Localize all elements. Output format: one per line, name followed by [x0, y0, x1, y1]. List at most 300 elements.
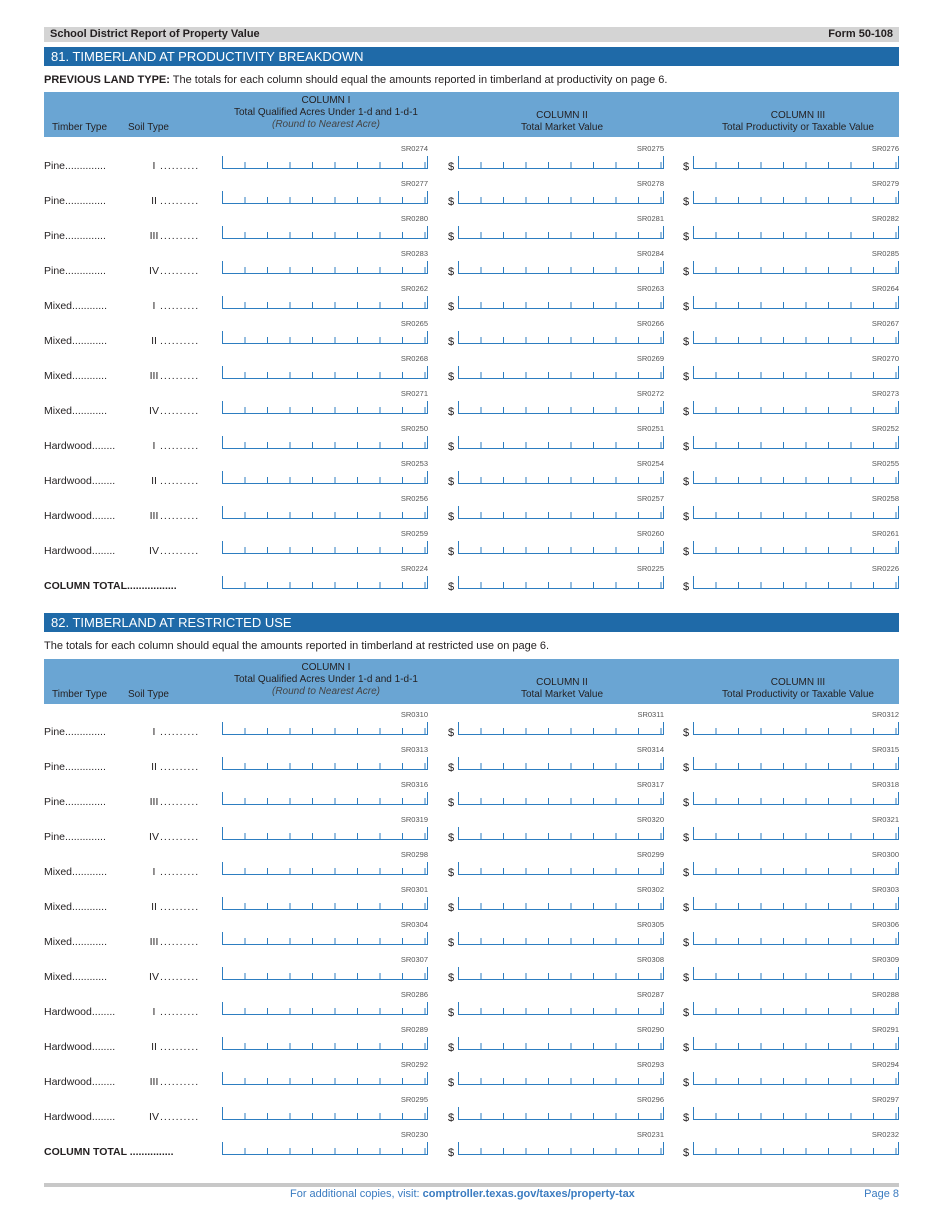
acres-input[interactable]	[222, 792, 428, 805]
field-code: SR0321	[871, 815, 899, 824]
dollar-sign: $	[683, 972, 690, 984]
leader-dots: ..........	[160, 761, 200, 773]
timber-row	[0, 281, 950, 316]
acres-input[interactable]	[222, 576, 428, 589]
column-1-header: COLUMN I Total Qualified Acres Under 1-d and 1-d-1 (Round to Nearest Acre)	[234, 95, 418, 130]
timber-row	[0, 1022, 950, 1057]
field-code: SR0264	[871, 284, 899, 293]
timber-row	[0, 141, 950, 176]
soil-type-label: II	[151, 335, 157, 347]
leader-dots: ..........	[160, 1111, 200, 1123]
leader-dots: ..........	[160, 901, 200, 913]
market-value-input[interactable]	[458, 506, 664, 519]
taxable-value-input[interactable]	[693, 897, 899, 910]
dollar-sign: $	[448, 406, 455, 418]
soil-type-label: IV	[149, 1111, 159, 1123]
leader-dots: ..........	[160, 405, 200, 417]
market-value-input[interactable]	[458, 1142, 664, 1155]
soil-type-label: II	[151, 195, 157, 207]
field-code: SR0291	[871, 1025, 899, 1034]
acres-input[interactable]	[222, 156, 428, 169]
column-2-header: COLUMN II Total Market Value	[520, 677, 604, 700]
timber-type-label: Pine..............	[44, 195, 106, 207]
leader-dots: ..........	[160, 370, 200, 382]
taxable-value-input[interactable]	[693, 471, 899, 484]
timber-type-label: Hardwood........	[44, 475, 116, 487]
timber-row	[0, 777, 950, 812]
soil-type-label: III	[149, 510, 159, 522]
timber-row	[0, 386, 950, 421]
timber-type-label: COLUMN TOTAL ...............	[44, 1146, 174, 1158]
dollar-sign: $	[448, 1077, 455, 1089]
soil-type-label: I	[152, 726, 156, 738]
dollar-sign: $	[683, 196, 690, 208]
dollar-sign: $	[448, 937, 455, 949]
dollar-sign: $	[683, 581, 690, 593]
page-header-bar	[44, 27, 899, 42]
soil-type-label: I	[152, 1006, 156, 1018]
timber-type-label: Hardwood........	[44, 440, 116, 452]
section-81-intro	[44, 73, 667, 87]
soil-type-label: III	[149, 796, 159, 808]
dollar-sign: $	[683, 1112, 690, 1124]
taxable-value-input[interactable]	[693, 792, 899, 805]
dollar-sign: $	[448, 301, 455, 313]
page-number: Page 8	[864, 1188, 899, 1200]
column-3-header: COLUMN III Total Productivity or Taxable Value	[722, 110, 874, 133]
field-code: SR0299	[636, 850, 664, 859]
acres-input[interactable]	[222, 331, 428, 344]
market-value-input[interactable]	[458, 967, 664, 980]
field-code: SR0270	[871, 354, 899, 363]
dollar-sign: $	[683, 1077, 690, 1089]
acres-input[interactable]	[222, 261, 428, 274]
acres-input[interactable]	[222, 296, 428, 309]
taxable-value-input[interactable]	[693, 156, 899, 169]
timber-row	[0, 742, 950, 777]
field-code: SR0318	[871, 780, 899, 789]
timber-row	[0, 246, 950, 281]
dollar-sign: $	[683, 937, 690, 949]
timber-row	[0, 351, 950, 386]
taxable-value-input[interactable]	[693, 226, 899, 239]
dollar-sign: $	[448, 1147, 455, 1159]
field-code: SR0280	[400, 214, 428, 223]
market-value-input[interactable]	[458, 932, 664, 945]
field-code: SR0289	[400, 1025, 428, 1034]
field-code: SR0266	[636, 319, 664, 328]
market-value-input[interactable]	[458, 1072, 664, 1085]
timber-type-label: Mixed............	[44, 866, 108, 878]
field-code: SR0300	[871, 850, 899, 859]
market-value-input[interactable]	[458, 366, 664, 379]
dollar-sign: $	[448, 196, 455, 208]
acres-input[interactable]	[222, 1037, 428, 1050]
field-code: SR0275	[636, 144, 664, 153]
soil-type-label: IV	[149, 545, 159, 557]
dollar-sign: $	[683, 336, 690, 348]
soil-type-label: I	[152, 160, 156, 172]
timber-type-header: Timber Type	[52, 122, 108, 133]
timber-row	[0, 882, 950, 917]
soil-type-label: II	[151, 475, 157, 487]
timber-row	[0, 526, 950, 561]
leader-dots: ..........	[160, 230, 200, 242]
timber-row	[0, 917, 950, 952]
market-value-input[interactable]	[458, 331, 664, 344]
field-code: SR0250	[400, 424, 428, 433]
timber-row	[0, 812, 950, 847]
field-code: SR0312	[871, 710, 899, 719]
timber-type-label: Pine..............	[44, 761, 106, 773]
soil-type-label: IV	[149, 405, 159, 417]
field-code: SR0317	[636, 780, 664, 789]
market-value-input[interactable]	[458, 827, 664, 840]
dollar-sign: $	[683, 797, 690, 809]
dollar-sign: $	[448, 797, 455, 809]
field-code: SR0226	[871, 564, 899, 573]
dollar-sign: $	[683, 476, 690, 488]
timber-type-label: Hardwood........	[44, 1111, 116, 1123]
dollar-sign: $	[448, 832, 455, 844]
taxable-value-input[interactable]	[693, 261, 899, 274]
column-3-header: COLUMN III Total Productivity or Taxable Value	[722, 677, 874, 700]
taxable-value-input[interactable]	[693, 1002, 899, 1015]
leader-dots: ..........	[160, 831, 200, 843]
timber-type-label: Hardwood........	[44, 510, 116, 522]
field-code: SR0301	[400, 885, 428, 894]
dollar-sign: $	[683, 902, 690, 914]
timber-type-label: COLUMN TOTAL.................	[44, 580, 177, 592]
field-code: SR0278	[636, 179, 664, 188]
timber-row	[0, 211, 950, 246]
intro-bold-label: PREVIOUS LAND TYPE:	[44, 74, 170, 86]
field-code: SR0308	[636, 955, 664, 964]
dollar-sign: $	[683, 301, 690, 313]
timber-type-label: Mixed............	[44, 936, 108, 948]
market-value-input[interactable]	[458, 757, 664, 770]
field-code: SR0297	[871, 1095, 899, 1104]
footer-copies-text: For additional copies, visit: comptroller.texas.gov/taxes/property-tax	[290, 1188, 635, 1200]
timber-row	[0, 421, 950, 456]
taxable-value-input[interactable]	[693, 827, 899, 840]
timber-row	[0, 952, 950, 987]
field-code: SR0253	[400, 459, 428, 468]
field-code: SR0320	[636, 815, 664, 824]
market-value-input[interactable]	[458, 1037, 664, 1050]
field-code: SR0310	[400, 710, 428, 719]
acres-input[interactable]	[222, 827, 428, 840]
leader-dots: ..........	[160, 195, 200, 207]
dollar-sign: $	[683, 266, 690, 278]
dollar-sign: $	[448, 266, 455, 278]
market-value-input[interactable]	[458, 191, 664, 204]
dollar-sign: $	[448, 867, 455, 879]
field-code: SR0285	[871, 249, 899, 258]
column-2-header: COLUMN II Total Market Value	[520, 110, 604, 133]
taxable-value-input[interactable]	[693, 757, 899, 770]
timber-type-header: Timber Type	[52, 689, 108, 700]
acres-input[interactable]	[222, 366, 428, 379]
soil-type-header: Soil Type	[128, 689, 169, 700]
dollar-sign: $	[448, 972, 455, 984]
soil-type-label: III	[149, 230, 159, 242]
taxable-value-input[interactable]	[693, 862, 899, 875]
acres-input[interactable]	[222, 541, 428, 554]
dollar-sign: $	[683, 546, 690, 558]
field-code: SR0309	[871, 955, 899, 964]
timber-type-label: Mixed............	[44, 300, 108, 312]
soil-type-label: IV	[149, 265, 159, 277]
field-code: SR0273	[871, 389, 899, 398]
field-code: SR0261	[871, 529, 899, 538]
dollar-sign: $	[683, 231, 690, 243]
field-code: SR0316	[400, 780, 428, 789]
market-value-input[interactable]	[458, 436, 664, 449]
market-value-input[interactable]	[458, 1002, 664, 1015]
timber-type-label: Pine..............	[44, 831, 106, 843]
field-code: SR0296	[636, 1095, 664, 1104]
dollar-sign: $	[448, 902, 455, 914]
field-code: SR0252	[871, 424, 899, 433]
acres-input[interactable]	[222, 862, 428, 875]
section-82-column-header	[44, 659, 899, 704]
timber-type-label: Pine..............	[44, 230, 106, 242]
market-value-input[interactable]	[458, 722, 664, 735]
soil-type-label: II	[151, 1041, 157, 1053]
timber-type-label: Pine..............	[44, 796, 106, 808]
dollar-sign: $	[448, 476, 455, 488]
field-code: SR0284	[636, 249, 664, 258]
field-code: SR0292	[400, 1060, 428, 1069]
field-code: SR0230	[400, 1130, 428, 1139]
acres-input[interactable]	[222, 1072, 428, 1085]
taxable-value-input[interactable]	[693, 967, 899, 980]
leader-dots: ..........	[160, 866, 200, 878]
section-81-column-header	[44, 92, 899, 137]
dollar-sign: $	[683, 511, 690, 523]
soil-type-label: III	[149, 370, 159, 382]
acres-input[interactable]	[222, 967, 428, 980]
field-code: SR0225	[636, 564, 664, 573]
timber-type-label: Hardwood........	[44, 545, 116, 557]
market-value-input[interactable]	[458, 897, 664, 910]
field-code: SR0251	[636, 424, 664, 433]
acres-input[interactable]	[222, 506, 428, 519]
field-code: SR0262	[400, 284, 428, 293]
taxable-value-input[interactable]	[693, 932, 899, 945]
dollar-sign: $	[448, 581, 455, 593]
leader-dots: ..........	[160, 265, 200, 277]
field-code: SR0307	[400, 955, 428, 964]
dollar-sign: $	[448, 546, 455, 558]
form-number: Form 50-108	[828, 28, 893, 40]
market-value-input[interactable]	[458, 471, 664, 484]
taxable-value-input[interactable]	[693, 1037, 899, 1050]
leader-dots: ..........	[160, 726, 200, 738]
field-code: SR0276	[871, 144, 899, 153]
field-code: SR0294	[871, 1060, 899, 1069]
soil-type-label: I	[152, 300, 156, 312]
taxable-value-input[interactable]	[693, 722, 899, 735]
timber-row	[0, 707, 950, 742]
dollar-sign: $	[448, 336, 455, 348]
field-code: SR0265	[400, 319, 428, 328]
taxable-value-input[interactable]	[693, 401, 899, 414]
acres-input[interactable]	[222, 1002, 428, 1015]
acres-input[interactable]	[222, 1107, 428, 1120]
timber-type-label: Hardwood........	[44, 1041, 116, 1053]
leader-dots: ..........	[160, 1076, 200, 1088]
soil-type-label: I	[152, 440, 156, 452]
timber-type-label: Mixed............	[44, 971, 108, 983]
column-1-header: COLUMN I Total Qualified Acres Under 1-d and 1-d-1 (Round to Nearest Acre)	[234, 662, 418, 697]
soil-type-label: IV	[149, 831, 159, 843]
field-code: SR0259	[400, 529, 428, 538]
dollar-sign: $	[448, 441, 455, 453]
column-total-row	[0, 1127, 950, 1162]
acres-input[interactable]	[222, 757, 428, 770]
acres-input[interactable]	[222, 191, 428, 204]
soil-type-label: III	[149, 1076, 159, 1088]
dollar-sign: $	[683, 832, 690, 844]
field-code: SR0274	[400, 144, 428, 153]
soil-type-label: II	[151, 761, 157, 773]
taxable-value-input[interactable]	[693, 541, 899, 554]
dollar-sign: $	[683, 1042, 690, 1054]
soil-type-label: IV	[149, 971, 159, 983]
market-value-input[interactable]	[458, 576, 664, 589]
soil-type-label: II	[151, 901, 157, 913]
field-code: SR0257	[636, 494, 664, 503]
timber-type-label: Mixed............	[44, 370, 108, 382]
dollar-sign: $	[683, 371, 690, 383]
taxable-value-input[interactable]	[693, 1107, 899, 1120]
market-value-input[interactable]	[458, 1107, 664, 1120]
field-code: SR0293	[636, 1060, 664, 1069]
market-value-input[interactable]	[458, 261, 664, 274]
field-code: SR0271	[400, 389, 428, 398]
dollar-sign: $	[683, 441, 690, 453]
taxable-value-input[interactable]	[693, 191, 899, 204]
dollar-sign: $	[448, 1112, 455, 1124]
dollar-sign: $	[448, 762, 455, 774]
acres-input[interactable]	[222, 1142, 428, 1155]
field-code: SR0282	[871, 214, 899, 223]
dollar-sign: $	[683, 1147, 690, 1159]
taxable-value-input[interactable]	[693, 506, 899, 519]
field-code: SR0290	[636, 1025, 664, 1034]
field-code: SR0269	[636, 354, 664, 363]
dollar-sign: $	[683, 727, 690, 739]
leader-dots: ..........	[160, 1041, 200, 1053]
timber-row	[0, 456, 950, 491]
field-code: SR0231	[636, 1130, 664, 1139]
leader-dots: ..........	[160, 440, 200, 452]
timber-type-label: Mixed............	[44, 335, 108, 347]
market-value-input[interactable]	[458, 541, 664, 554]
market-value-input[interactable]	[458, 156, 664, 169]
taxable-value-input[interactable]	[693, 366, 899, 379]
timber-type-label: Mixed............	[44, 901, 108, 913]
taxable-value-input[interactable]	[693, 436, 899, 449]
field-code: SR0315	[871, 745, 899, 754]
dollar-sign: $	[448, 1007, 455, 1019]
field-code: SR0303	[871, 885, 899, 894]
dollar-sign: $	[683, 867, 690, 879]
dollar-sign: $	[683, 406, 690, 418]
leader-dots: ..........	[160, 796, 200, 808]
field-code: SR0305	[636, 920, 664, 929]
timber-row	[0, 176, 950, 211]
market-value-input[interactable]	[458, 401, 664, 414]
dollar-sign: $	[448, 161, 455, 173]
dollar-sign: $	[448, 511, 455, 523]
taxable-value-input[interactable]	[693, 296, 899, 309]
footer-url[interactable]: comptroller.texas.gov/taxes/property-tax	[422, 1188, 635, 1200]
field-code: SR0263	[636, 284, 664, 293]
section-81-title: 81. TIMBERLAND AT PRODUCTIVITY BREAKDOWN	[44, 47, 899, 66]
field-code: SR0306	[871, 920, 899, 929]
taxable-value-input[interactable]	[693, 331, 899, 344]
market-value-input[interactable]	[458, 792, 664, 805]
timber-row	[0, 491, 950, 526]
dollar-sign: $	[448, 371, 455, 383]
field-code: SR0255	[871, 459, 899, 468]
acres-input[interactable]	[222, 722, 428, 735]
field-code: SR0268	[400, 354, 428, 363]
market-value-input[interactable]	[458, 862, 664, 875]
market-value-input[interactable]	[458, 296, 664, 309]
timber-type-label: Pine..............	[44, 160, 106, 172]
timber-type-label: Mixed............	[44, 405, 108, 417]
soil-type-label: III	[149, 936, 159, 948]
dollar-sign: $	[448, 727, 455, 739]
field-code: SR0319	[400, 815, 428, 824]
taxable-value-input[interactable]	[693, 1072, 899, 1085]
soil-type-header: Soil Type	[128, 122, 169, 133]
dollar-sign: $	[683, 1007, 690, 1019]
field-code: SR0258	[871, 494, 899, 503]
field-code: SR0295	[400, 1095, 428, 1104]
field-code: SR0232	[871, 1130, 899, 1139]
dollar-sign: $	[448, 231, 455, 243]
leader-dots: ..........	[160, 936, 200, 948]
acres-input[interactable]	[222, 471, 428, 484]
acres-input[interactable]	[222, 226, 428, 239]
taxable-value-input[interactable]	[693, 1142, 899, 1155]
taxable-value-input[interactable]	[693, 576, 899, 589]
market-value-input[interactable]	[458, 226, 664, 239]
field-code: SR0260	[636, 529, 664, 538]
leader-dots: ..........	[160, 545, 200, 557]
field-code: SR0281	[636, 214, 664, 223]
acres-input[interactable]	[222, 401, 428, 414]
acres-input[interactable]	[222, 897, 428, 910]
timber-row	[0, 847, 950, 882]
field-code: SR0286	[400, 990, 428, 999]
field-code: SR0267	[871, 319, 899, 328]
field-code: SR0254	[636, 459, 664, 468]
leader-dots: ..........	[160, 475, 200, 487]
leader-dots: ..........	[160, 300, 200, 312]
field-code: SR0314	[636, 745, 664, 754]
field-code: SR0272	[636, 389, 664, 398]
acres-input[interactable]	[222, 436, 428, 449]
acres-input[interactable]	[222, 932, 428, 945]
leader-dots: ..........	[160, 971, 200, 983]
timber-type-label: Pine..............	[44, 726, 106, 738]
